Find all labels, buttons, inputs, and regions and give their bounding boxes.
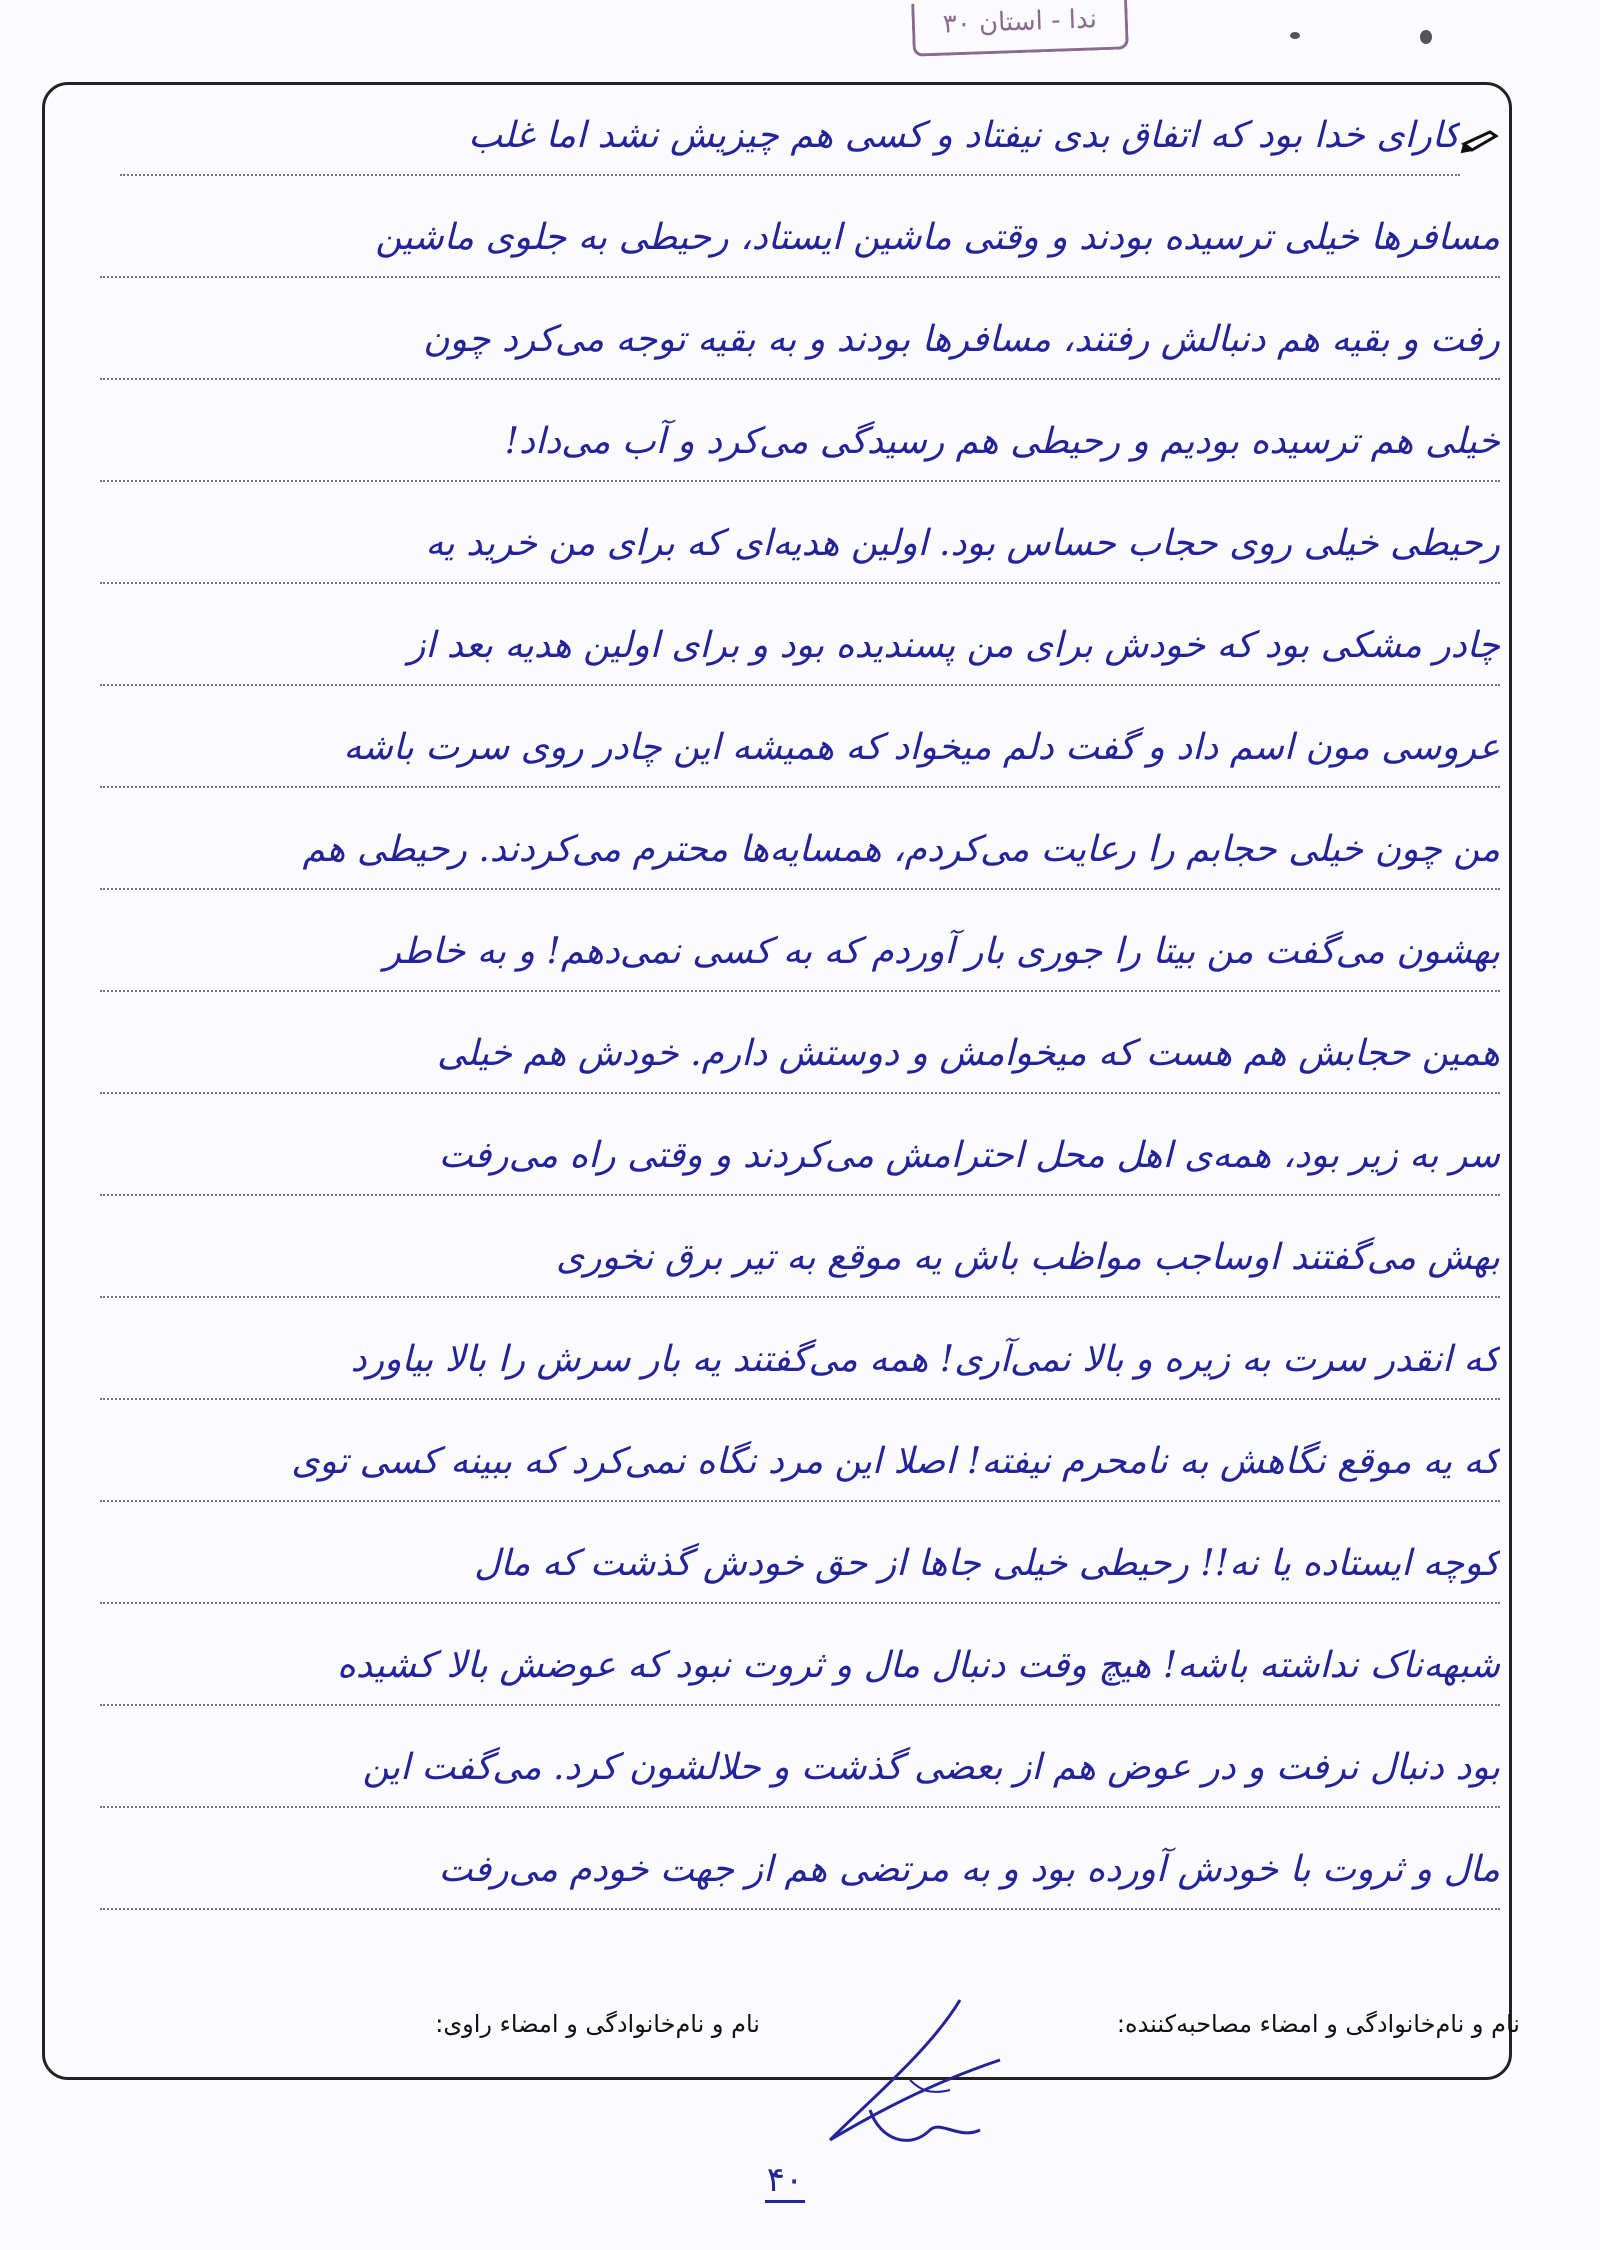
text-line: عروسی مون اسم داد و گفت دلم میخواد که همیشه این چادر روی سرت باشه (100, 716, 1500, 788)
text-line: رحیطی خیلی روی حجاب حساس بود. اولین هدیه‌ای که برای من خرید یه (100, 512, 1500, 584)
archive-stamp: ندا - استان ۳۰ (911, 0, 1129, 57)
text-line: کوچه ایستاده یا نه!! رحیطی خیلی جاها از حق خودش گذشت که مال (100, 1532, 1500, 1604)
page-number: ۴۰ (765, 2160, 805, 2203)
text-line: بود دنبال نرفت و در عوض هم از بعضی گذشت و حلالشون کرد. می‌گفت این (100, 1736, 1500, 1808)
text-line: همین حجابش هم هست که میخوامش و دوستش دارم. خودش هم خیلی (100, 1022, 1500, 1094)
text-line: کارای خدا بود که اتفاق بدی نیفتاد و کسی هم چیزیش نشد اما غلب (120, 104, 1460, 176)
narrator-signature-label: نام و نام‌خانوادگی و امضاء راوی: (435, 2010, 760, 2038)
ink-speck (1290, 32, 1300, 39)
text-line: بهشون می‌گفت من بیتا را جوری بار آوردم که به کسی نمی‌دهم! و به خاطر (100, 920, 1500, 992)
interviewer-signature-label: نام و نام‌خانوادگی و امضاء مصاحبه‌کننده: (1116, 2010, 1520, 2038)
text-line: مسافرها خیلی ترسیده بودند و وقتی ماشین ایستاد، رحیطی به جلوی ماشین (100, 206, 1500, 278)
text-line: مال و ثروت با خودش آورده بود و به مرتضی هم از جهت خودم می‌رفت (100, 1838, 1500, 1910)
pen-icon (1460, 126, 1500, 156)
text-line: که انقدر سرت به زیره و بالا نمی‌آری! همه می‌گفتند یه بار سرش را بالا بیاورد (100, 1328, 1500, 1400)
text-line: رفت و بقیه هم دنبالش رفتند، مسافرها بودند و به بقیه توجه می‌کرد چون (100, 308, 1500, 380)
text-line: چادر مشکی بود که خودش برای من پسندیده بود و برای اولین هدیه بعد از (100, 614, 1500, 686)
text-line: که یه موقع نگاهش به نامحرم نیفته! اصلا این مرد نگاه نمی‌کرد که ببینه کسی توی (100, 1430, 1500, 1502)
ink-speck (1420, 30, 1432, 44)
text-line: من چون خیلی حجابم را رعایت می‌کردم، همسایه‌ها محترم می‌کردند. رحیطی هم (100, 818, 1500, 890)
text-line: سر به زیر بود، همه‌ی اهل محل احترامش می‌کردند و وقتی راه می‌رفت (100, 1124, 1500, 1196)
text-line: بهش می‌گفتند اوساجب مواظب باش یه موقع به تیر برق نخوری (100, 1226, 1500, 1298)
text-line: شبهه‌ناک نداشته باشه! هیچ وقت دنبال مال و ثروت نبود که عوضش بالا کشیده (100, 1634, 1500, 1706)
signature (810, 1990, 1030, 2160)
text-line: خیلی هم ترسیده بودیم و رحیطی هم رسیدگی می‌کرد و آب می‌داد! (100, 410, 1500, 482)
